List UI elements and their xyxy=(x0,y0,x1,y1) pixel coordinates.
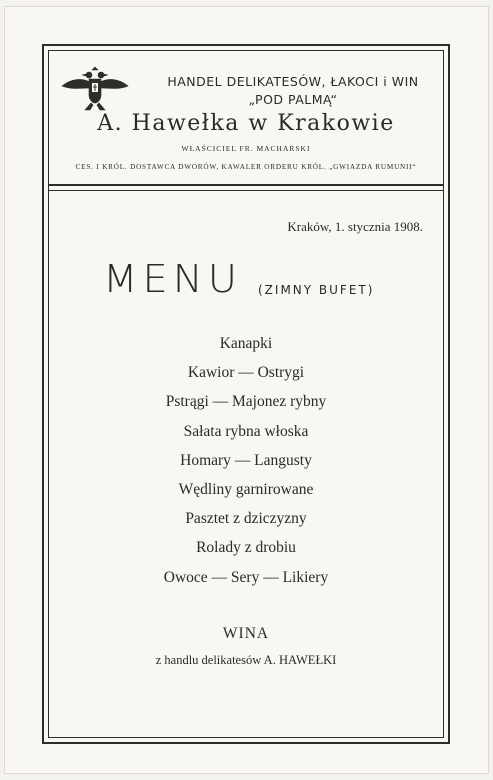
header-divider xyxy=(48,190,444,191)
header-shop-name: „POD PALMĄ“ xyxy=(248,92,338,107)
menu-item: Owoce — Sery — Likiery xyxy=(163,568,329,586)
header-honours: CES. I KRÓL. DOSTAWCA DWORÓW, KAWALER ORDERU KRÓL. „GWIAZDA RUMUNII“ xyxy=(75,163,417,171)
menu-subtitle: (ZIMNY BUFET) xyxy=(258,283,375,297)
menu-item: Pasztet z dziczyzny xyxy=(185,510,307,528)
menu-items-list xyxy=(48,334,444,597)
menu-item: Homary — Langusty xyxy=(180,451,312,469)
menu-title: MENU xyxy=(103,258,242,302)
wines-subtitle: z handlu delikatesów A. HAWEŁKI xyxy=(155,653,337,667)
double-headed-eagle-icon xyxy=(60,64,130,112)
header-owner: WŁAŚCICIEL FR. MACHARSKI xyxy=(181,144,311,153)
wines-title: WINA xyxy=(222,625,270,642)
menu-date: Kraków, 1. stycznia 1908. xyxy=(287,219,423,234)
menu-item: Rolady z drobiu xyxy=(196,539,296,557)
menu-item: Kawior — Ostrygi xyxy=(187,364,305,382)
header-company-name: A. Hawełka w Krakowie xyxy=(97,111,395,136)
menu-item: Kanapki xyxy=(219,335,273,352)
menu-item: Sałata rybna włoska xyxy=(183,422,309,440)
menu-item: Wędliny garnirowane xyxy=(178,480,314,498)
header-business-line: HANDEL DELIKATESÓW, ŁAKOCI i WIN xyxy=(167,74,419,89)
menu-item: Pstrągi — Majonez rybny xyxy=(165,393,327,411)
